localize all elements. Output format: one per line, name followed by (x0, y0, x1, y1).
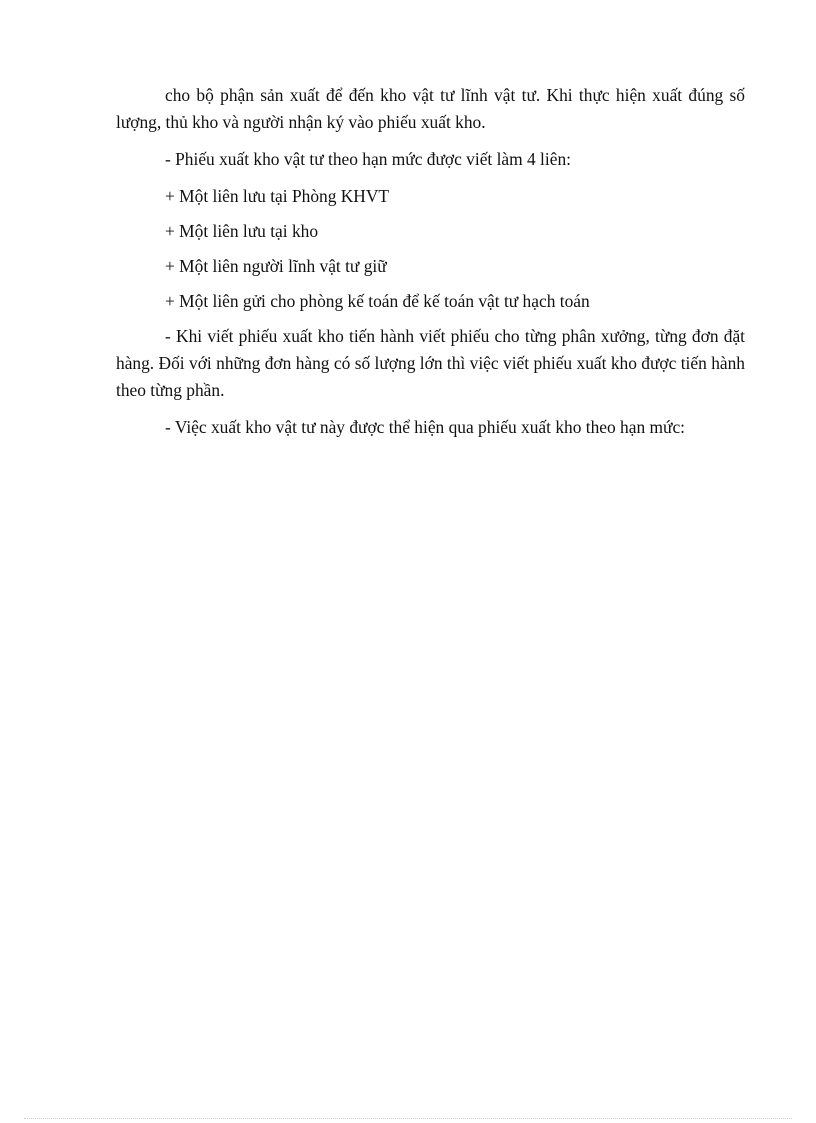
document-body (116, 82, 745, 451)
list-item-copy-warehouse: + Một liên lưu tại kho (165, 221, 319, 241)
paragraph-copies-intro: - Phiếu xuất kho vật tư theo hạn mức được viết làm 4 liên: (165, 149, 571, 169)
page-footer-divider (24, 1118, 792, 1119)
list-item-copy-receiver: + Một liên người lĩnh vật tư giữ (165, 256, 387, 276)
paragraph-continuation: cho bộ phận sản xuất để đến kho vật tư lĩnh vật tư. Khi thực hiện xuất đúng số lượng, thủ kho và người nhận ký vào phiếu xuất kho. (116, 85, 745, 132)
list-item-copy-accounting: + Một liên gửi cho phòng kế toán để kế toán vật tư hạch toán (165, 291, 590, 311)
list-item-copy-khvt: + Một liên lưu tại Phòng KHVT (165, 186, 390, 206)
paragraph-writing-process: - Khi viết phiếu xuất kho tiến hành viết phiếu cho từng phân xưởng, từng đơn đặt hàng. Đối với những đơn hàng có số lượng lớn thì việc viết phiếu xuất kho được tiến hành theo từng phần. (116, 326, 745, 400)
paragraph-form-reference: - Việc xuất kho vật tư này được thể hiện qua phiếu xuất kho theo hạn mức: (165, 417, 686, 437)
